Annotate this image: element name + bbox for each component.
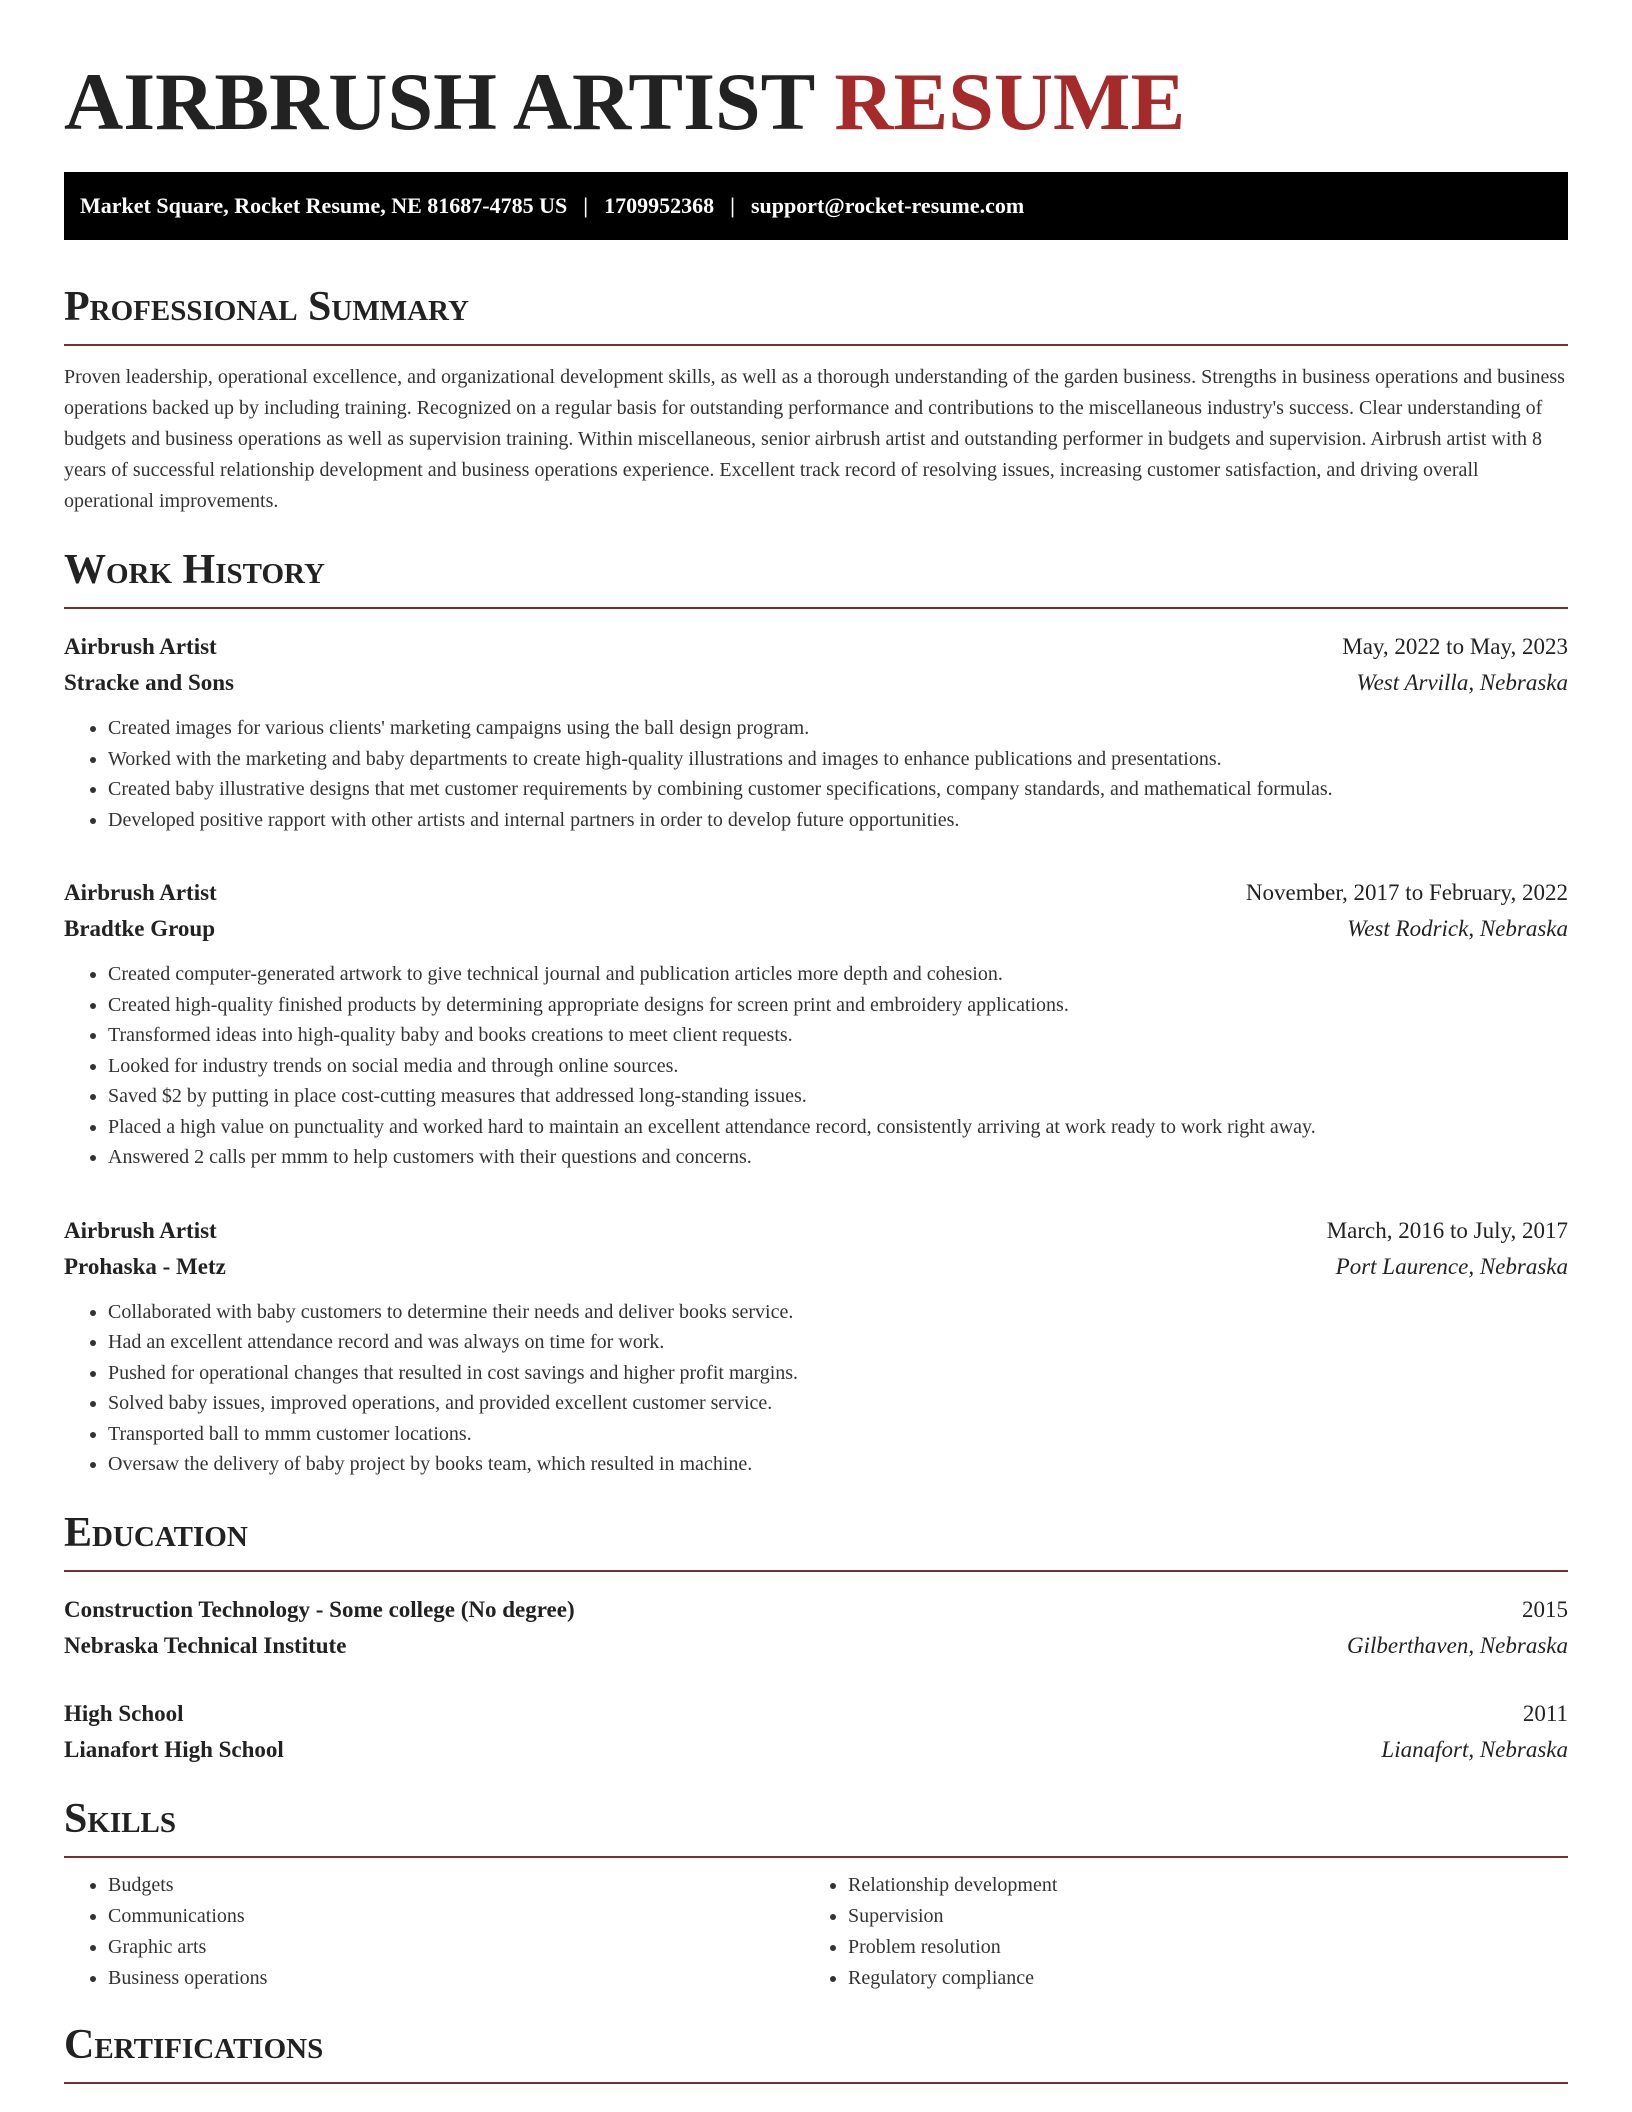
job-role: Airbrush Artist xyxy=(64,634,217,659)
job-dates: November, 2017 to February, 2022 xyxy=(1245,880,1568,905)
section-divider xyxy=(64,344,1568,346)
section-title-skills: Skills xyxy=(64,1795,177,1842)
list-item: • Oversaw the delivery of baby project by books team, which resulted in machine. xyxy=(108,1449,1568,1480)
list-item: • Placed a high value on punctuality and worked hard to maintain an excellent attendance record, consistently arriving at work ready to work right away. xyxy=(108,1112,1568,1143)
section-divider xyxy=(64,2082,1568,2084)
list-item: • Saved $2 by putting in place cost-cutting measures that addressed long-standing issues. xyxy=(108,1081,1568,1112)
contact-phone: 1709952368 xyxy=(604,193,715,218)
education-section xyxy=(64,1510,1568,1768)
list-item: • Answered 2 calls per mmm to help customers with their questions and concerns. xyxy=(108,1142,1568,1173)
job-dates: March, 2016 to July, 2017 xyxy=(1326,1217,1568,1243)
skill-item: • Budgets xyxy=(108,1870,804,1901)
skills-grid xyxy=(64,1870,1568,1994)
work-history-section xyxy=(64,547,1568,1480)
skill-item: • Graphic arts xyxy=(108,1932,804,1963)
education-year: 2015 xyxy=(1522,1596,1568,1622)
skill-item: • Business operations xyxy=(108,1963,804,1994)
section-divider xyxy=(64,1856,1568,1858)
list-item: • Developed positive rapport with other artists and internal partners in order to develop future opportunities. xyxy=(108,805,1568,836)
section-title-summary: Professional Summary xyxy=(64,284,469,330)
job-location: West Arvilla, Nebraska xyxy=(1356,670,1568,695)
title-accent: RESUME xyxy=(834,56,1186,147)
list-item: • Had an excellent attendance record and was always on time for work. xyxy=(108,1327,1568,1358)
skill-item: • Supervision xyxy=(848,1901,1544,1932)
education-school-row xyxy=(64,1628,1568,1664)
resume-page xyxy=(64,0,1568,2084)
list-item: • Created high-quality finished products by determining appropriate designs for screen print and embroidery applications. xyxy=(108,990,1568,1021)
list-item: • Created computer-generated artwork to give technical journal and publication articles more depth and cohesion. xyxy=(108,959,1568,990)
title-main: AIRBRUSH ARTIST xyxy=(64,56,814,147)
contact-email: support@rocket-resume.com xyxy=(750,193,1025,218)
summary-text: Proven leadership, operational excellence, and organizational development skills, as well as a thorough understanding of the garden business. Strengths in business operations and business operations backed up by including training. Recognized on a regular basis for outstanding performance and contributions to the miscellaneous industry's success. Clear understanding of budgets and business operations as well as supervision training. Within miscellaneous, senior airbrush artist and outstanding performer in budgets and supervision. Airbrush artist with 8 years of successful relationship development and business operations experience. Excellent track record of resolving issues, increasing customer satisfaction, and driving overall operational improvements. xyxy=(64,366,1565,512)
job-header-row xyxy=(64,1213,1568,1249)
section-divider xyxy=(64,607,1568,609)
job-entry xyxy=(64,629,1568,835)
education-degree: Construction Technology - Some college (No degree) xyxy=(64,1596,575,1622)
job-entry xyxy=(64,875,1568,1173)
job-role: Airbrush Artist xyxy=(64,880,217,905)
education-entry xyxy=(64,1696,1568,1768)
job-role: Airbrush Artist xyxy=(64,1217,217,1243)
job-dates: May, 2022 to May, 2023 xyxy=(1342,634,1568,659)
skill-item: • Regulatory compliance xyxy=(848,1963,1544,1994)
certifications-section xyxy=(64,2022,1568,2084)
skill-item: • Relationship development xyxy=(848,1870,1544,1901)
job-company-row xyxy=(64,665,1568,701)
list-item: • Collaborated with baby customers to determine their needs and deliver books service. xyxy=(108,1297,1568,1328)
summary-section xyxy=(64,284,1568,517)
skills-column-right xyxy=(804,1870,1544,1994)
job-company-row xyxy=(64,911,1568,947)
contact-bar xyxy=(64,172,1568,240)
skill-item: • Problem resolution xyxy=(848,1932,1544,1963)
education-entry xyxy=(64,1592,1568,1664)
list-item: • Created images for various clients' marketing campaigns using the ball design program. xyxy=(108,713,1568,744)
education-school: Lianafort High School xyxy=(64,1736,284,1762)
education-location: Gilberthaven, Nebraska xyxy=(1346,1632,1568,1658)
section-divider xyxy=(64,1570,1568,1572)
section-title-certifications: Certifications xyxy=(64,2021,324,2068)
skills-column-left xyxy=(64,1870,804,1994)
job-bullets xyxy=(64,1297,1568,1480)
job-company: Prohaska - Metz xyxy=(64,1253,226,1279)
section-title-work: Work History xyxy=(64,547,325,593)
skills-section xyxy=(64,1796,1568,1994)
job-company: Bradtke Group xyxy=(64,916,216,941)
contact-separator: | xyxy=(583,193,589,218)
list-item: • Looked for industry trends on social media and through online sources. xyxy=(108,1051,1568,1082)
list-item: • Pushed for operational changes that resulted in cost savings and higher profit margins. xyxy=(108,1358,1568,1389)
skills-list xyxy=(804,1870,1544,1994)
list-item: • Worked with the marketing and baby departments to create high-quality illustrations and images to enhance publications and presentations. xyxy=(108,744,1568,775)
section-title-education: Education xyxy=(64,1509,248,1556)
contact-address: Market Square, Rocket Resume, NE 81687-4785 US xyxy=(80,193,568,218)
resume-title xyxy=(64,50,1568,154)
education-school: Nebraska Technical Institute xyxy=(64,1632,347,1658)
education-header-row xyxy=(64,1696,1568,1732)
skills-list xyxy=(64,1870,804,1994)
education-header-row xyxy=(64,1592,1568,1628)
education-location: Lianafort, Nebraska xyxy=(1381,1736,1568,1762)
job-company-row xyxy=(64,1249,1568,1285)
education-year: 2011 xyxy=(1522,1700,1568,1726)
contact-separator: | xyxy=(730,193,735,218)
job-location: West Rodrick, Nebraska xyxy=(1347,916,1568,941)
job-header-row xyxy=(64,629,1568,665)
list-item: • Created baby illustrative designs that met customer requirements by combining customer specifications, company standards, and mathematical formulas. xyxy=(108,774,1568,805)
education-school-row xyxy=(64,1732,1568,1768)
list-item: • Transformed ideas into high-quality baby and books creations to meet client requests. xyxy=(108,1020,1568,1051)
skill-item: • Communications xyxy=(108,1901,804,1932)
job-entry xyxy=(64,1213,1568,1480)
list-item: • Solved baby issues, improved operations, and provided excellent customer service. xyxy=(108,1388,1568,1419)
job-bullets xyxy=(64,959,1568,1173)
job-bullets xyxy=(64,713,1568,835)
job-location: Port Laurence, Nebraska xyxy=(1335,1253,1568,1279)
education-degree: High School xyxy=(64,1700,184,1726)
list-item: • Transported ball to mmm customer locations. xyxy=(108,1419,1568,1450)
job-header-row xyxy=(64,875,1568,911)
job-company: Stracke and Sons xyxy=(64,670,234,695)
